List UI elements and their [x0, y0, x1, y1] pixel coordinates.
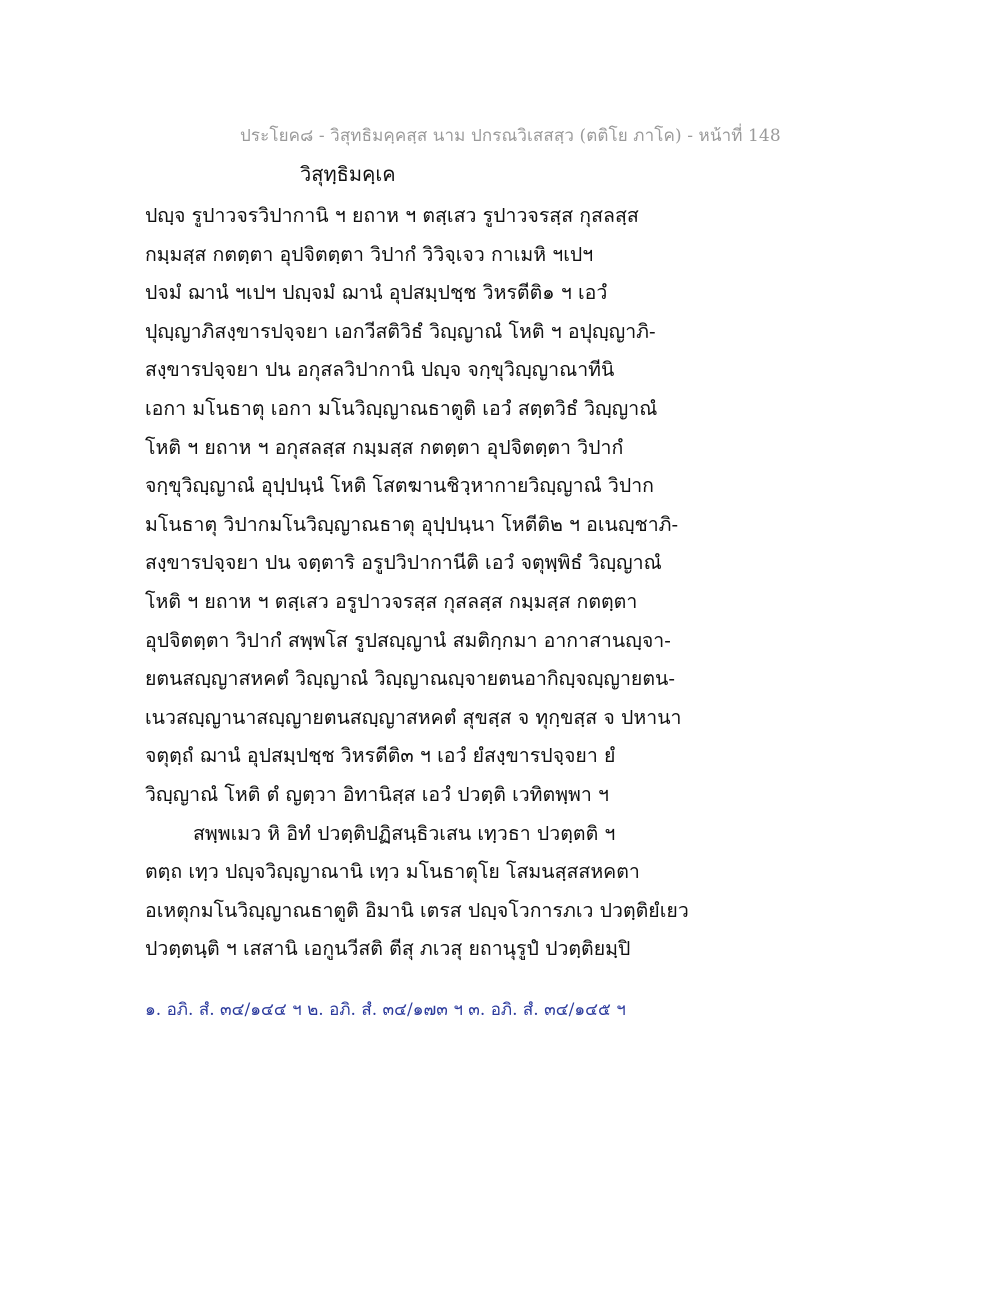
- book-title: วิสุทฺธิมคฺเค: [300, 162, 396, 186]
- text-line: สงฺขารปจฺจยา ปน จตฺตาริ อรูปวิปากานีติ เอวํ จตุพฺพิธํ วิญฺญาณํ: [145, 551, 662, 575]
- body-text: [145, 197, 705, 969]
- text-line: มโนธาตุ วิปากมโนวิญฺญาณธาตุ อุปฺปนฺนา โหตีติ๒ ฯ อเนญฺชาภิ-: [145, 512, 679, 536]
- text-line: ตตฺถ เทฺว ปญฺจวิญฺญาณานิ เทฺว มโนธาตุโย โสมนสฺสสหคตา: [145, 860, 640, 884]
- text-line: สงฺขารปจฺจยา ปน อกุสลวิปากานิ ปญฺจ จกฺขุวิญฺญาณาทีนิ: [145, 358, 615, 382]
- text-line: กมฺมสฺส กตตฺตา อุปจิตตฺตา วิปากํ วิวิจฺเจว กาเมหิ ฯเปฯ: [145, 242, 594, 266]
- text-line: ยตนสญฺญาสหคตํ วิญฺญาณํ วิญฺญาณญฺจายตนอากิญฺจญฺญายตน-: [145, 667, 675, 691]
- text-line: จตุตฺถํ ฌานํ อุปสมฺปชฺช วิหรตีติ๓ ฯ เอวํ ยํสงฺขารปจฺจยา ยํ: [145, 744, 616, 768]
- text-line: ปุญฺญาภิสงฺขารปจฺจยา เอกวีสติวิธํ วิญฺญาณํ โหติ ฯ อปุญฺญาภิ-: [145, 319, 656, 343]
- text-line: อเหตุกมโนวิญฺญาณธาตูติ อิมานิ เตรส ปญฺจโวการภเว ปวตฺติยํเยว: [145, 898, 689, 922]
- text-line: ปญฺจ รูปาวจรวิปากานิ ฯ ยถาห ฯ ตสฺเสว รูปาวจรสฺส กุสลสฺส: [145, 204, 639, 227]
- text-line: ปจมํ ฌานํ ฯเปฯ ปญฺจมํ ฌานํ อุปสมฺปชฺช วิหรตีติ๑ ฯ เอวํ: [145, 281, 608, 305]
- text-line: จกฺขุวิญฺญาณํ อุปฺปนฺนํ โหติ โสตฆานชิวฺหากายวิญฺญาณํ วิปาก: [145, 474, 654, 498]
- footnote: ๑. อภิ. สํ. ๓๔/๑๔๔ ฯ ๒. อภิ. สํ. ๓๔/๑๗๓ ฯ ๓. อภิ. สํ. ๓๔/๑๔๕ ฯ: [145, 1000, 626, 1020]
- text-line: โหติ ฯ ยถาห ฯ อกุสลสฺส กมฺมสฺส กตตฺตา อุปจิตตฺตา วิปากํ: [145, 435, 624, 459]
- text-line-paragraph-start: สพฺพเมว หิ อิทํ ปวตฺติปฏิสนฺธิวเสน เทฺวธา ปวตฺตติ ฯ: [193, 821, 616, 845]
- running-header: ประโยค๘ - วิสุทธิมคฺคสฺส นาม ปกรณวิเสสสฺว (ตติโย ภาโค) - หน้าที่ 148: [240, 126, 781, 146]
- text-line: เนวสญฺญานาสญฺญายตนสญฺญาสหคตํ สุขสฺส จ ทุกฺขสฺส จ ปหานา: [145, 705, 682, 729]
- text-line: โหติ ฯ ยถาห ฯ ตสฺเสว อรูปาวจรสฺส กุสลสฺส กมฺมสฺส กตตฺตา: [145, 589, 638, 613]
- text-line: ปวตฺตนฺติ ฯ เสสานิ เอกูนวีสติ ตีสุ ภเวสุ ยถานุรูปํ ปวตฺติยมฺปิ: [145, 937, 631, 961]
- text-line: วิญฺญาณํ โหติ ตํ ญตฺวา อิทานิสฺส เอวํ ปวตฺติ เวทิตพฺพา ฯ: [145, 782, 610, 806]
- text-line: อุปจิตตฺตา วิปากํ สพฺพโส รูปสญฺญานํ สมติกฺกมา อากาสานญฺจา-: [145, 628, 671, 652]
- text-line: เอกา มโนธาตุ เอกา มโนวิญฺญาณธาตูติ เอวํ สตฺตวิธํ วิญฺญาณํ: [145, 396, 658, 420]
